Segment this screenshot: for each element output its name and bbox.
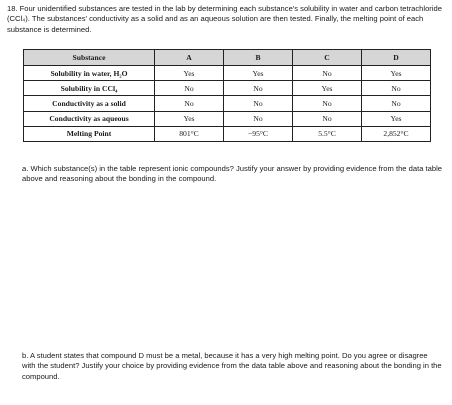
table-row [24, 111, 431, 126]
table-cell: No [224, 81, 293, 96]
table-row [24, 96, 431, 111]
row-label: Conductivity as a solid [24, 96, 155, 111]
header-substance: Substance [24, 50, 155, 66]
row-label: Solubility in CCl₄ [24, 81, 155, 96]
table-cell: No [155, 81, 224, 96]
row-label: Conductivity as aqueous [24, 111, 155, 126]
row-label: Melting Point [24, 126, 155, 141]
table-cell: Yes [293, 81, 362, 96]
table-row [24, 126, 431, 141]
header-c: C [293, 50, 362, 66]
table-cell: No [362, 96, 431, 111]
table-cell: Yes [224, 66, 293, 81]
table-cell: Yes [362, 111, 431, 126]
table-cell: No [293, 111, 362, 126]
substance-table [23, 49, 431, 142]
table-cell: Yes [155, 111, 224, 126]
table-cell: 801°C [155, 126, 224, 141]
table-cell: No [155, 96, 224, 111]
table-row [24, 66, 431, 81]
table-cell: No [224, 111, 293, 126]
table-cell: No [362, 81, 431, 96]
table-cell: No [293, 96, 362, 111]
question-a: a. Which substance(s) in the table represent ionic compounds? Justify your answer by providing evidence from the data table above and reasoning about the bonding in the compound. [22, 164, 442, 184]
table-cell: 5.5°C [293, 126, 362, 141]
question-b: b. A student states that compound D must be a metal, because it has a very high melting point. Do you agree or disagree with the student? Justify your choice by providing evidence from the data table above and reasoning about the bonding in the compound. [22, 351, 442, 381]
header-a: A [155, 50, 224, 66]
table-cell: No [224, 96, 293, 111]
table-cell: Yes [155, 66, 224, 81]
table-cell: 2,852°C [362, 126, 431, 141]
table-cell: No [293, 66, 362, 81]
row-label: Solubility in water, H₂O [24, 66, 155, 81]
table-row [24, 81, 431, 96]
problem-intro: 18. Four unidentified substances are tested in the lab by determining each substance's solubility in water and carbon tetrachloride (CCl₄). The substances' conductivity as a solid and as an aqueous solution are then tested. Finally, the melting point of each substance is determined. [7, 4, 442, 34]
header-b: B [224, 50, 293, 66]
header-d: D [362, 50, 431, 66]
table-header-row [24, 50, 431, 66]
table-cell: −95°C [224, 126, 293, 141]
table-cell: Yes [362, 66, 431, 81]
